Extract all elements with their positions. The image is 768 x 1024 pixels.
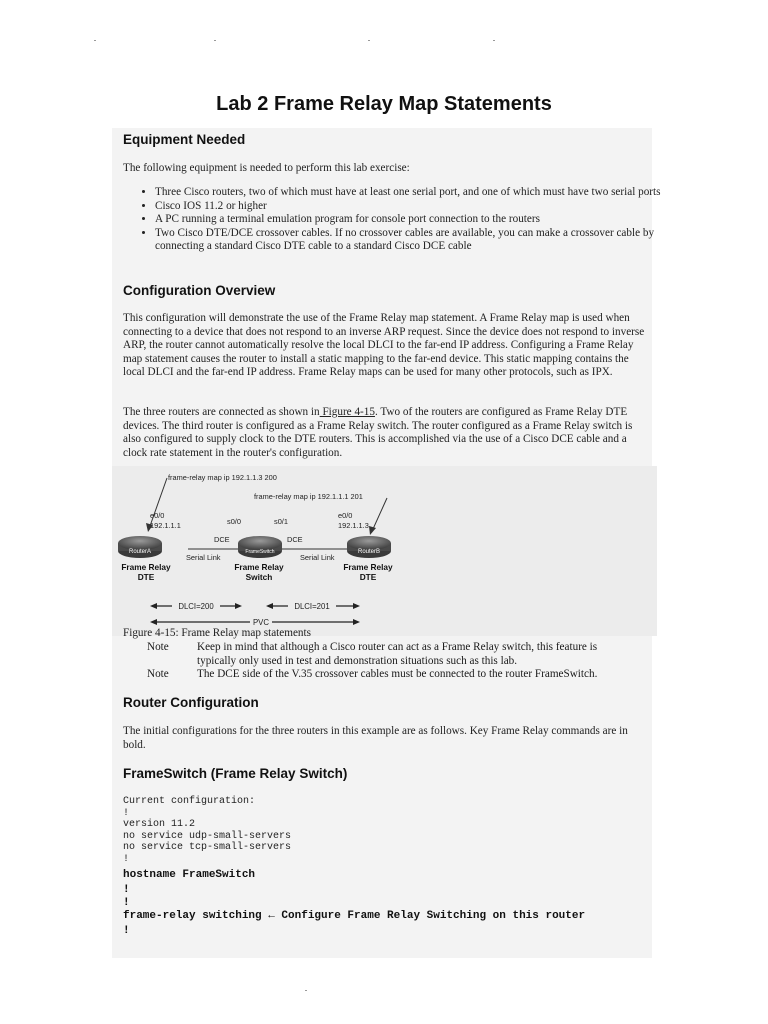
code-bang: ! (123, 884, 130, 896)
routerA-interface: e0/0 (150, 511, 165, 520)
equipment-list (142, 186, 665, 254)
figure-link[interactable]: Figure 4-15 (319, 406, 375, 418)
para2-text-end: . Two of the routers are configured as Frame Relay DTE devices. The third router is configured as a Frame Relay switch. The router configured as a Frame Relay switch is also configured to supply clock to the DTE routers. This is accomplished via the use of a Cisco DCE cable and a clock rate statement in the router's configuration. (123, 406, 633, 459)
list-item: • A PC running a terminal emulation program for console port connection to the routers (155, 213, 665, 227)
scan-speck (94, 40, 96, 41)
router-b-label-1: Frame Relay (343, 562, 393, 572)
hostname-line: hostname FrameSwitch (123, 869, 256, 881)
serial-link-right: Serial Link (300, 553, 335, 562)
dlci-left-label: DLCI=200 (178, 602, 214, 611)
note-text: Keep in mind that although a Cisco router can act as a Frame Relay switch, this feature is typically only used in test and demonstration situations such as this lab. (197, 641, 598, 667)
router-a-label-2: DTE (137, 572, 155, 582)
map-statement-a: frame-relay map ip 192.1.1.3 200 (168, 473, 277, 482)
note-label: Note (147, 668, 169, 680)
overview-paragraph-1: This configuration will demonstrate the use of the Frame Relay map statement. A Frame Relay map is used when connecting to a device that does not respond to an inverse ARP request. Since the device does not respond to inverse ARP, the router cannot automatically resolve the local DLCI to the far-end IP address. Configuring a Frame Relay map statement causes the router to install a static mapping to the far-end device. This static mapping contains the local DLCI and the far-end IP address. Frame Relay maps can be used for many other protocols, such as IPX. (123, 312, 645, 379)
code-bang: ! (123, 925, 130, 937)
router-b-name: RouterB (357, 549, 381, 555)
pvc-label: PVC (252, 618, 270, 627)
routerB-ip: 192.1.1.3 (338, 521, 369, 530)
serial-link-left: Serial Link (186, 553, 221, 562)
scan-speck (214, 40, 216, 41)
router-config-text: The initial configurations for the three routers in this example are as follows. Key Frame Relay commands are in bold. (123, 725, 628, 751)
router-a-icon (118, 536, 162, 558)
router-b-icon (347, 536, 391, 558)
list-item: • Two Cisco DTE/DCE crossover cables. If no crossover cables are available, you can make a crossover cable by connecting a standard Cisco DTE cable to a standard Cisco DCE cable (155, 227, 665, 254)
router-b-label-2: DTE (359, 572, 377, 582)
note-text: The DCE side of the V.35 crossover cables must be connected to the router FrameSwitch. (197, 668, 598, 680)
config-code-block: Current configuration: ! version 11.2 no service udp-small-servers no service tcp-small-servers ! (123, 796, 292, 865)
page-title: Lab 2 Frame Relay Map Statements (216, 93, 552, 115)
frame-switch-icon (238, 536, 282, 558)
dlci-right-label: DLCI=201 (294, 602, 330, 611)
code-bang: ! (123, 897, 130, 909)
para2-text-start: The three routers are connected as shown in (123, 406, 320, 418)
router-a-label-1: Frame Relay (121, 562, 171, 572)
frameswitch-heading: FrameSwitch (Frame Relay Switch) (123, 766, 348, 781)
map-statement-b: frame-relay map ip 192.1.1.1 201 (254, 492, 363, 501)
dce-label-left: DCE (214, 535, 230, 544)
switch-label-2: Switch (245, 572, 273, 582)
dce-label-right: DCE (287, 535, 303, 544)
routerB-interface: e0/0 (338, 511, 353, 520)
routerA-ip: 192.1.1.1 (150, 521, 181, 530)
frame-switch-name: FrameSwitch (245, 549, 275, 555)
router-a-name: RouterA (128, 549, 152, 555)
overview-paragraph-2 (123, 406, 650, 460)
scan-speck (368, 40, 370, 41)
switch-s00: s0/0 (227, 517, 241, 526)
scan-speck (305, 990, 307, 991)
frame-relay-switching-line: frame-relay switching ← Configure Frame Relay Switching on this router (123, 910, 586, 922)
scan-speck (493, 40, 495, 41)
list-item: • Cisco IOS 11.2 or higher (155, 200, 665, 214)
switch-s01: s0/1 (274, 517, 288, 526)
frame-relay-diagram (112, 466, 657, 638)
switch-label-1: Frame Relay (234, 562, 284, 572)
equipment-heading: Equipment Needed (123, 132, 246, 147)
note-label: Note (147, 641, 169, 653)
overview-heading: Configuration Overview (123, 283, 276, 298)
list-item: • Three Cisco routers, two of which must have at least one serial port, and one of which must have two serial ports (155, 186, 665, 200)
figure-caption: Figure 4-15: Frame Relay map statements (123, 627, 311, 639)
router-config-heading: Router Configuration (123, 695, 259, 710)
equipment-intro: The following equipment is needed to perform this lab exercise: (123, 162, 410, 174)
